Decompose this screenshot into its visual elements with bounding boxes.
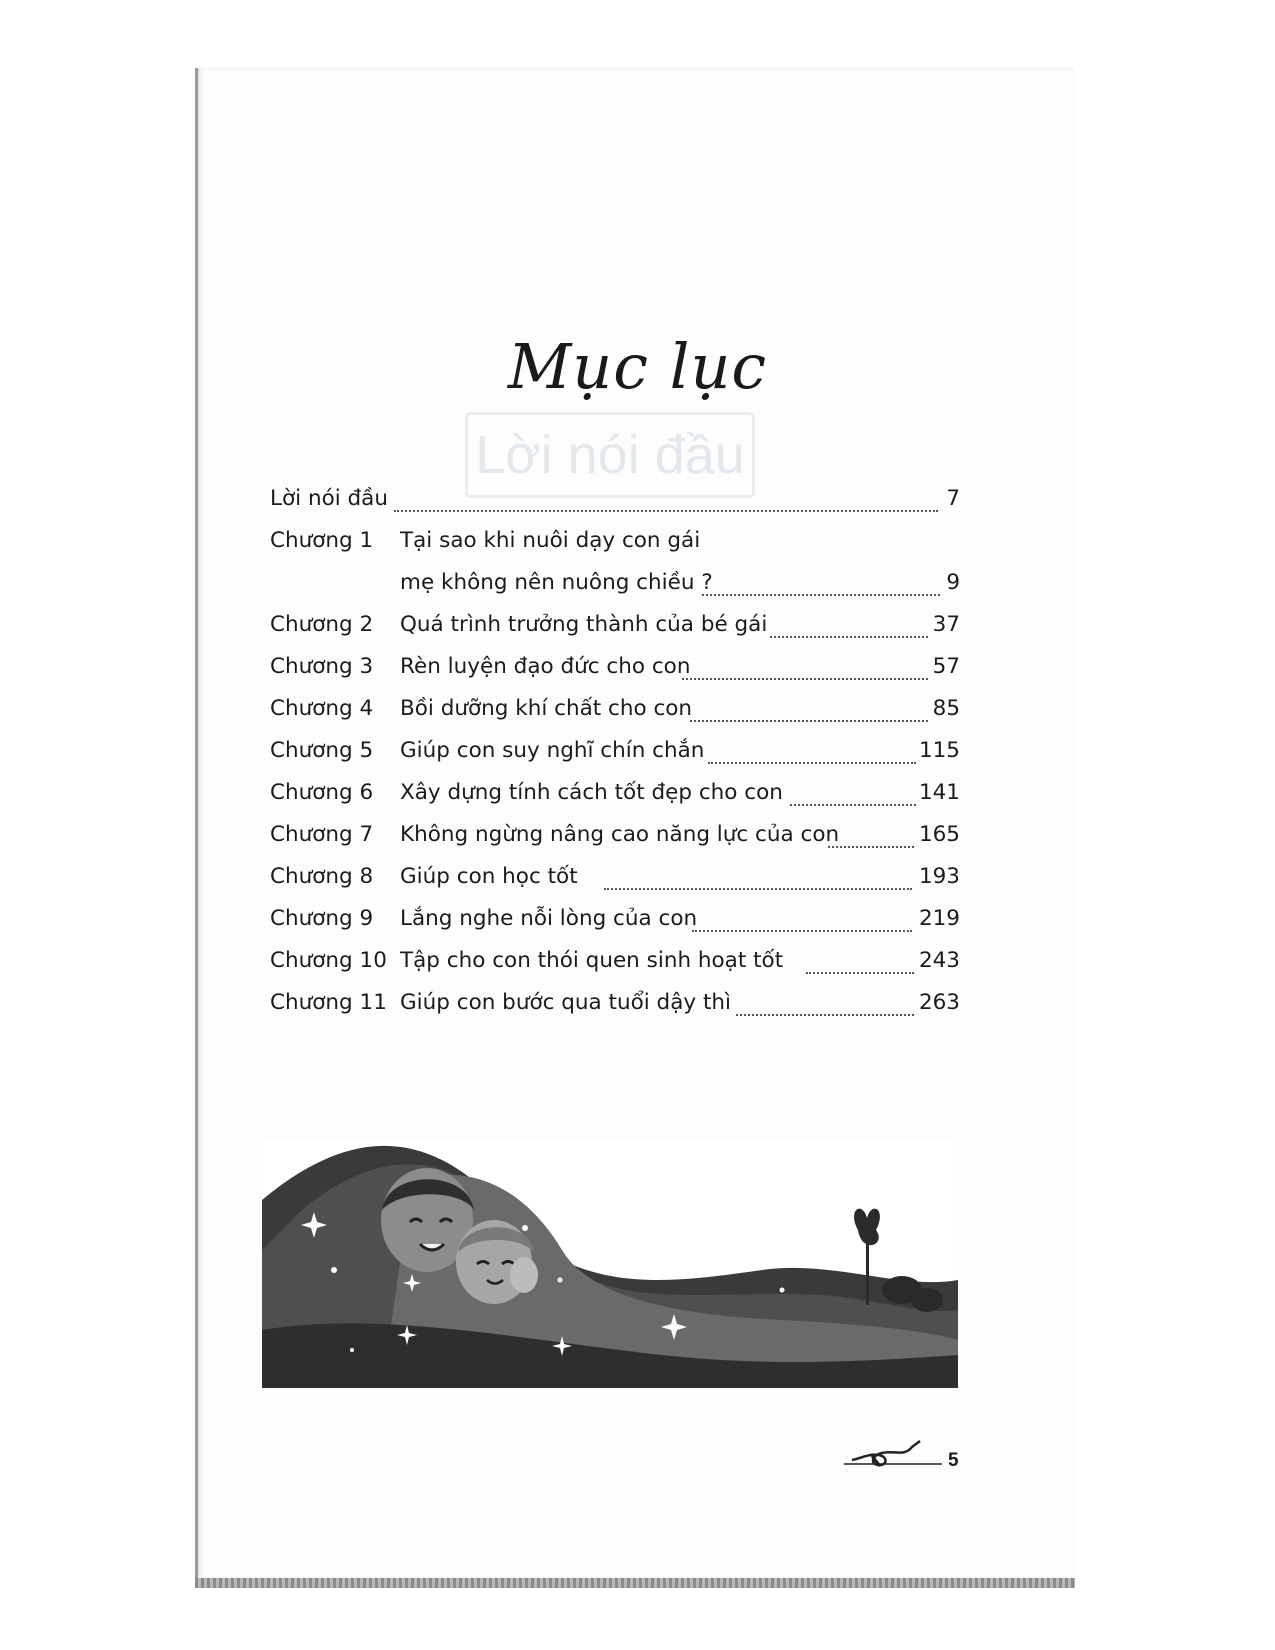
toc-title: Bồi dưỡng khí chất cho con bbox=[400, 696, 693, 721]
toc-entry-chapter-1[interactable] bbox=[270, 528, 960, 568]
page-number: 5 bbox=[948, 1450, 959, 1471]
toc-entry-chapter-9[interactable] bbox=[270, 906, 960, 946]
bleed-through-heading: Lời nói đầu bbox=[465, 412, 755, 498]
toc-label: Chương 2 bbox=[270, 612, 374, 637]
toc-page: 219 bbox=[918, 906, 960, 931]
toc-label: Chương 7 bbox=[270, 822, 374, 847]
toc-label: Chương 11 bbox=[270, 990, 387, 1015]
page-number-ornament-icon bbox=[842, 1438, 950, 1472]
toc-page: 9 bbox=[946, 570, 960, 595]
toc-title: Giúp con suy nghĩ chín chắn bbox=[400, 738, 705, 763]
toc-entry-chapter-10[interactable] bbox=[270, 948, 960, 988]
toc-leader bbox=[394, 510, 938, 512]
toc-leader bbox=[806, 972, 914, 974]
toc-entry-chapter-6[interactable] bbox=[270, 780, 960, 820]
toc-leader bbox=[708, 762, 916, 764]
toc-entry-chapter-5[interactable] bbox=[270, 738, 960, 778]
toc-title: Rèn luyện đạo đức cho con bbox=[400, 654, 691, 679]
toc-title: Xây dựng tính cách tốt đẹp cho con bbox=[400, 780, 783, 805]
toc-title: Lắng nghe nỗi lòng của con bbox=[400, 906, 698, 931]
toc-label: Chương 9 bbox=[270, 906, 374, 931]
toc-page: 141 bbox=[918, 780, 960, 805]
toc-page: 165 bbox=[918, 822, 960, 847]
toc-entry-intro[interactable] bbox=[270, 486, 960, 526]
toc-page: 85 bbox=[932, 696, 960, 721]
toc-title: Quá trình trưởng thành của bé gái bbox=[400, 612, 768, 637]
toc-label: Chương 10 bbox=[270, 948, 387, 973]
toc-page: 115 bbox=[918, 738, 960, 763]
toc-entry-chapter-4[interactable] bbox=[270, 696, 960, 736]
toc-label: Chương 4 bbox=[270, 696, 374, 721]
toc-leader bbox=[692, 930, 912, 932]
toc-title: Tập cho con thói quen sinh hoạt tốt bbox=[400, 948, 784, 973]
toc-entry-chapter-11[interactable] bbox=[270, 990, 960, 1030]
toc-page: 193 bbox=[918, 864, 960, 889]
toc-leader bbox=[690, 720, 928, 722]
toc-title-cont: mẹ không nên nuông chiều ? bbox=[400, 570, 713, 595]
toc-leader bbox=[790, 804, 916, 806]
toc-entry-chapter-1-cont[interactable] bbox=[270, 570, 960, 610]
toc-label: Chương 8 bbox=[270, 864, 374, 889]
toc-title: Không ngừng nâng cao năng lực của con bbox=[400, 822, 840, 847]
page-title: Mục lục bbox=[507, 330, 768, 403]
toc-title: Giúp con học tốt bbox=[400, 864, 578, 889]
toc-entry-chapter-3[interactable] bbox=[270, 654, 960, 694]
toc-entry-chapter-7[interactable] bbox=[270, 822, 960, 862]
mother-daughter-illustration bbox=[262, 1140, 958, 1388]
toc-label: Chương 3 bbox=[270, 654, 374, 679]
toc-label: Chương 1 bbox=[270, 528, 374, 553]
toc-leader bbox=[828, 846, 914, 848]
toc-leader bbox=[702, 594, 940, 596]
toc-leader bbox=[604, 888, 912, 890]
toc-page: 57 bbox=[932, 654, 960, 679]
toc-label: Chương 6 bbox=[270, 780, 374, 805]
toc-page: 263 bbox=[918, 990, 960, 1015]
toc-leader bbox=[736, 1014, 914, 1016]
toc-title: Tại sao khi nuôi dạy con gái bbox=[400, 528, 701, 553]
toc-entry-chapter-8[interactable] bbox=[270, 864, 960, 904]
page-spine bbox=[195, 68, 198, 1588]
toc-leader bbox=[770, 636, 928, 638]
toc-label: Lời nói đầu bbox=[270, 486, 388, 511]
toc-page: 7 bbox=[946, 486, 960, 511]
toc-page: 243 bbox=[918, 948, 960, 973]
page-bottom-edge bbox=[195, 1578, 1075, 1588]
toc-page: 37 bbox=[932, 612, 960, 637]
toc-entry-chapter-2[interactable] bbox=[270, 612, 960, 652]
toc-title: Giúp con bước qua tuổi dậy thì bbox=[400, 990, 731, 1015]
toc-leader bbox=[682, 678, 928, 680]
toc-label: Chương 5 bbox=[270, 738, 374, 763]
